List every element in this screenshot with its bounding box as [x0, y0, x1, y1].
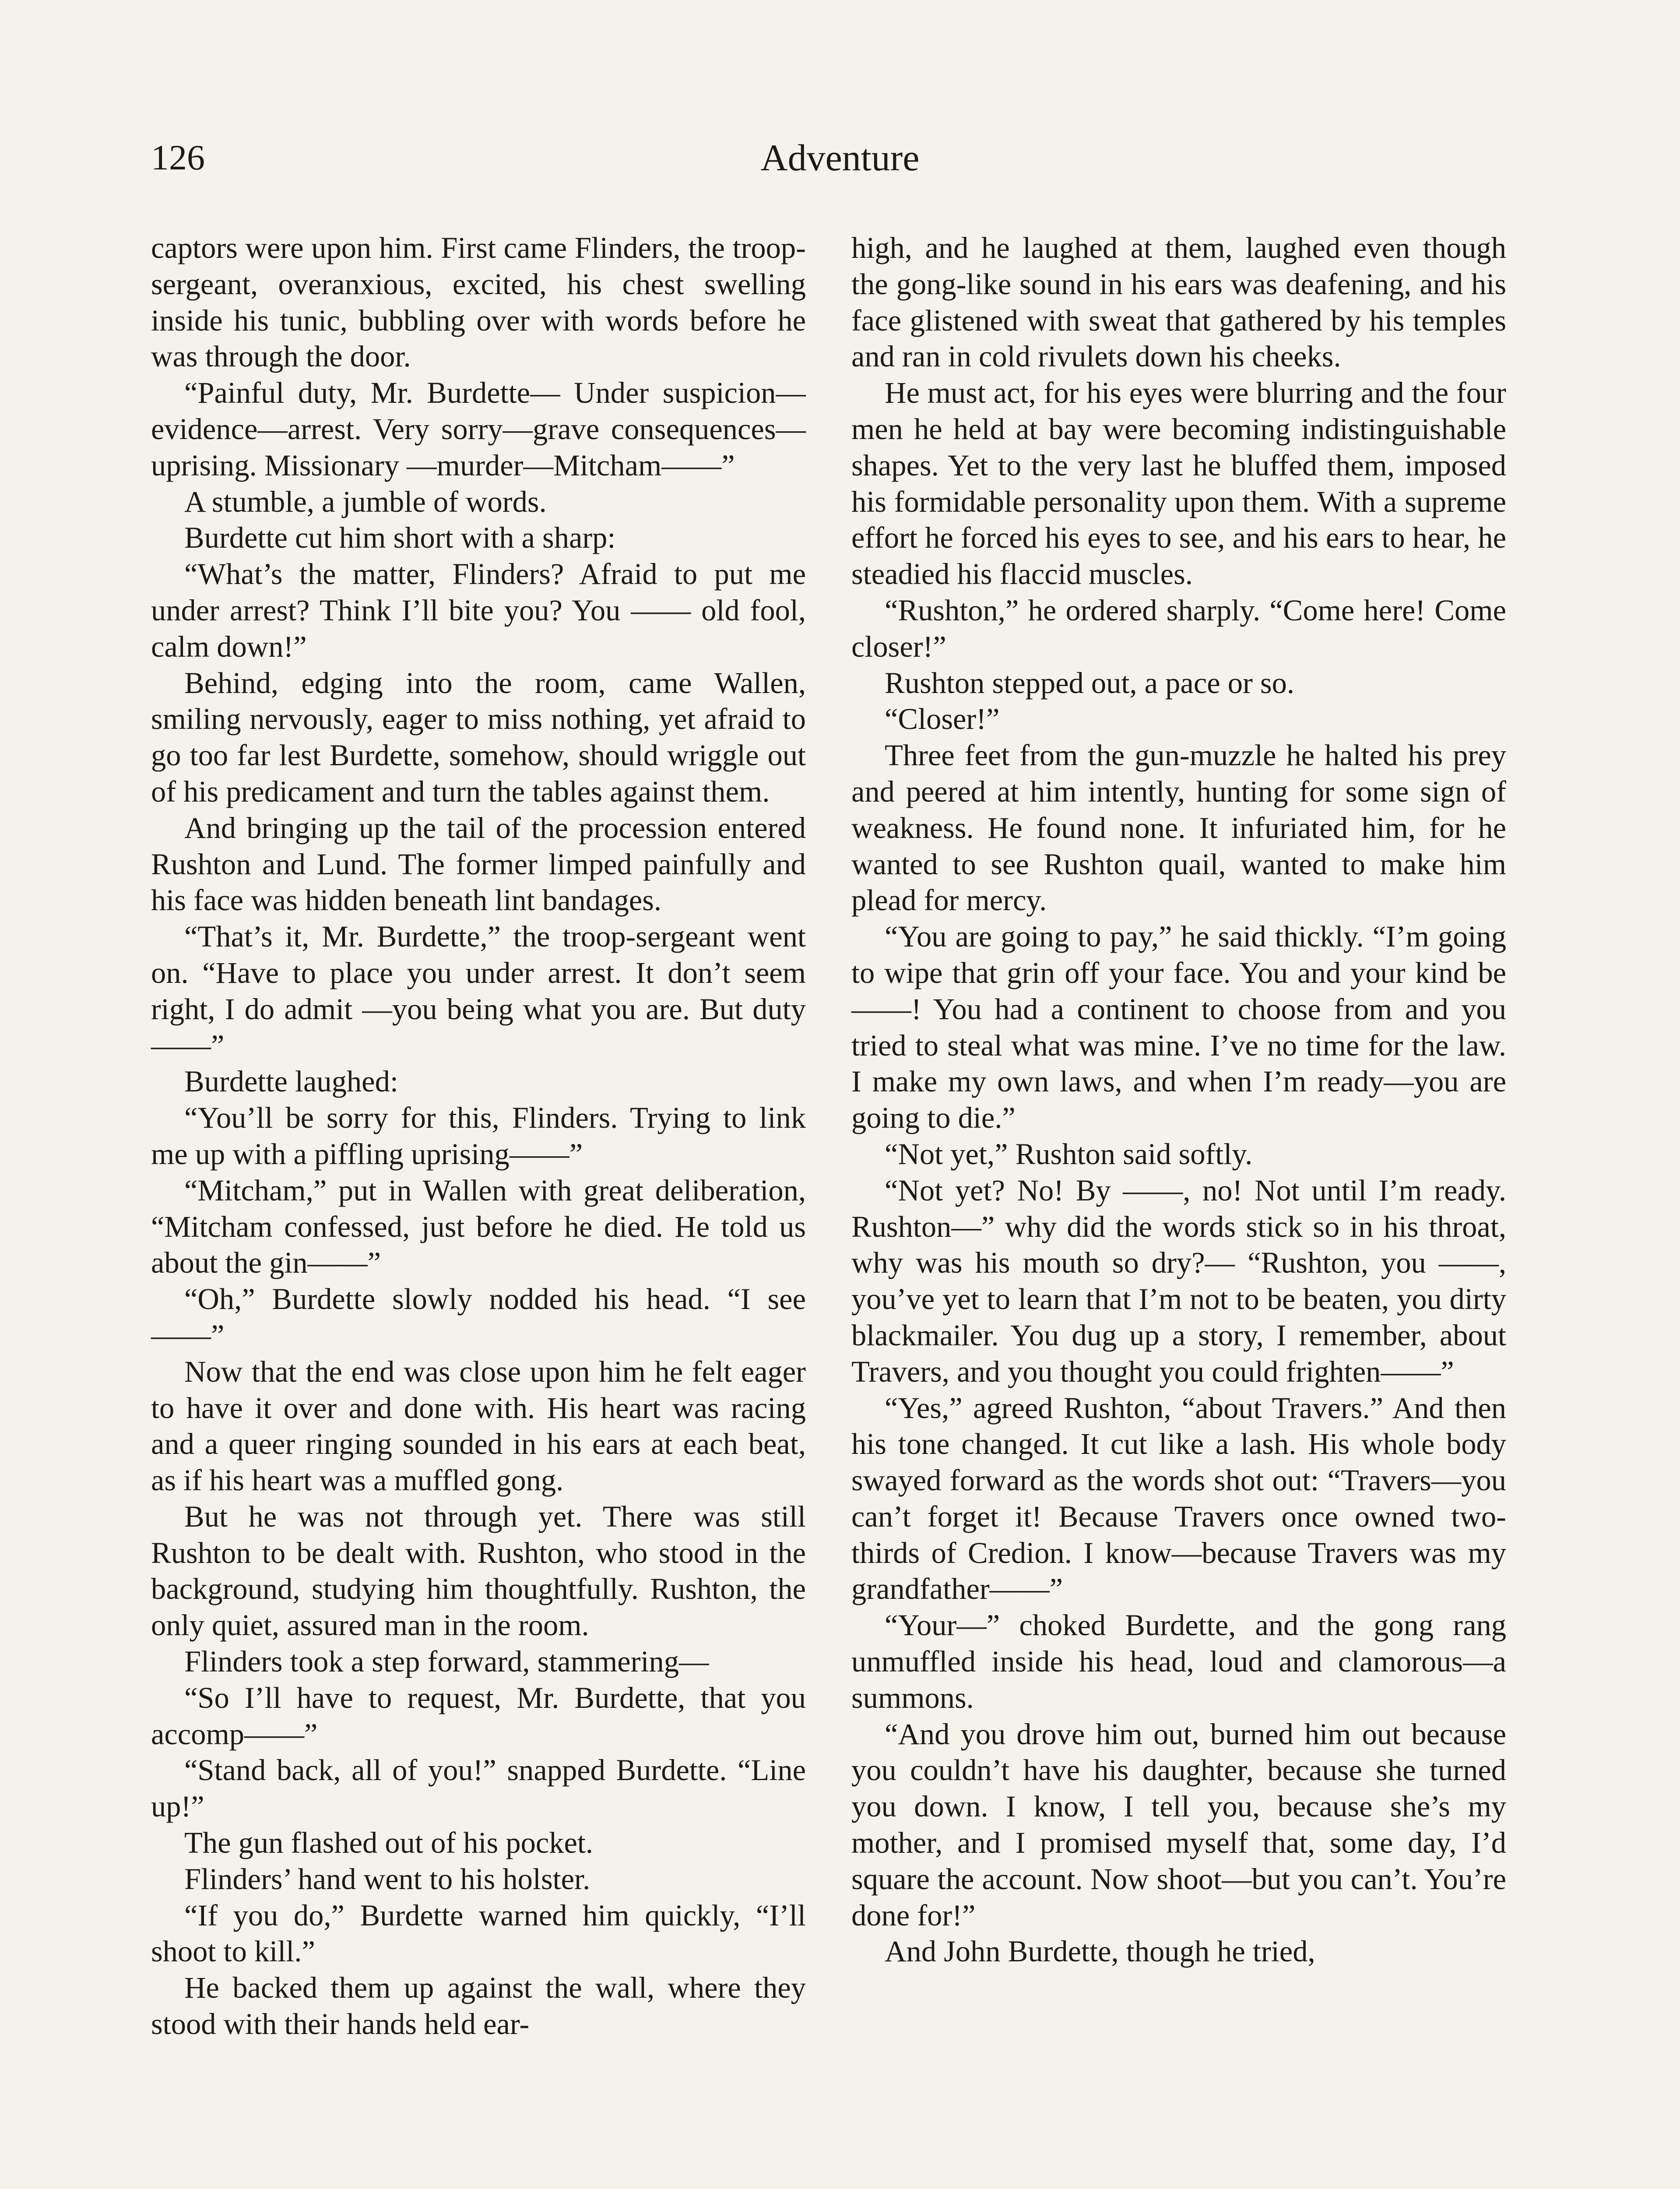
paragraph: “So I’ll have to request, Mr. Burdette, that you accomp——”: [151, 1681, 806, 1751]
page-header: [151, 131, 1529, 184]
paragraph: And bringing up the tail of the procession entered Rushton and Lund. The former limped painfully and his face was hidden beneath lint bandages.: [151, 811, 806, 917]
paragraph: He backed them up against the wall, where they stood with their hands held ear-: [151, 1971, 806, 2041]
left-column: [151, 230, 806, 2042]
paragraph: “Not yet,” Rushton said softly.: [885, 1137, 1253, 1171]
paragraph: “Oh,” Burdette slowly nodded his head. “I see——”: [151, 1282, 806, 1352]
paragraph: Flinders took a step forward, stammering—: [184, 1645, 709, 1679]
paragraph: Rushton stepped out, a pace or so.: [885, 666, 1294, 700]
paragraph: “That’s it, Mr. Burdette,” the troop-sergeant went on. “Have to place you under arrest. It don’t seem right, I do admit —you being what you are. But duty——”: [151, 920, 806, 1062]
paragraph: “Mitcham,” put in Wallen with great deliberation, “Mitcham confessed, just before he died. He told us about the gin——”: [151, 1173, 806, 1280]
paragraph: “Your—” choked Burdette, and the gong rang unmuffled inside his head, loud and clamorous—a summons.: [851, 1608, 1506, 1714]
paragraph: “If you do,” Burdette warned him quickly, “I’ll shoot to kill.”: [151, 1898, 806, 1968]
paragraph: Three feet from the gun-muzzle he halted his prey and peered at him intently, hunting for some sign of weakness. He found none. It infuriated him, for he wanted to see Rushton quail, wanted to make him plead for mercy.: [851, 739, 1506, 917]
paragraph: “Yes,” agreed Rushton, “about Travers.” And then his tone changed. It cut like a lash. His whole body swayed forward as the words shot out: “Travers—you can’t forget it! Because Travers once owned two-thirds of Credion. I know—because Travers was my grandfather——”: [851, 1391, 1506, 1606]
paragraph: And John Burdette, though he tried,: [885, 1935, 1315, 1968]
page-number: 126: [151, 137, 205, 177]
paragraph: Burdette laughed:: [184, 1065, 398, 1098]
right-column: [851, 230, 1506, 1970]
paragraph: “Rushton,” he ordered sharply. “Come here! Come closer!”: [851, 593, 1506, 663]
paragraph: A stumble, a jumble of words.: [184, 485, 547, 518]
paragraph: high, and he laughed at them, laughed even though the gong-like sound in his ears was deafening, and his face glistened with sweat that gathered by his temples and ran in cold rivulets down his cheeks.: [851, 231, 1506, 373]
paragraph: But he was not through yet. There was still Rushton to be dealt with. Rushton, who stood in the background, studying him thoughtfully. Rushton, the only quiet, assured man in the room.: [151, 1499, 806, 1642]
paragraph: “You are going to pay,” he said thickly. “I’m going to wipe that grin off your face. You and your kind be ——! You had a continent to choose from and you tried to steal what was mine. I’ve no time for the law. I make my own laws, and when I’m ready—you are going to die.”: [851, 920, 1506, 1135]
paragraph: “Closer!”: [885, 702, 1000, 736]
paragraph: “And you drove him out, burned him out because you couldn’t have his daughter, because she turned you down. I know, I tell you, because she’s my mother, and I promised myself that, some day, I’d square the account. Now shoot—but you can’t. You’re done for!”: [851, 1717, 1506, 1932]
paragraph: Flinders’ hand went to his holster.: [184, 1862, 590, 1896]
paragraph: The gun flashed out of his pocket.: [184, 1826, 594, 1860]
paragraph: Behind, edging into the room, came Wallen, smiling nervously, eager to miss nothing, yet afraid to go too far lest Burdette, somehow, should wriggle out of his predicament and turn the tables against them.: [151, 666, 806, 808]
paragraph: He must act, for his eyes were blurring and the four men he held at bay were becoming indistinguishable shapes. Yet to the very last he bluffed them, imposed his formidable personality upon them. With a supreme effort he forced his eyes to see, and his ears to hear, he steadied his flaccid muscles.: [851, 376, 1506, 591]
paragraph: “Painful duty, Mr. Burdette— Under suspicion—evidence—arrest. Very sorry—grave consequences—uprising. Missionary —murder—Mitcham——”: [151, 376, 806, 482]
paragraph: captors were upon him. First came Flinders, the troop-sergeant, overanxious, excited, his chest swelling inside his tunic, bubbling over with words before he was through the door.: [151, 231, 806, 373]
running-title: Adventure: [760, 137, 920, 179]
paragraph: “What’s the matter, Flinders? Afraid to put me under arrest? Think I’ll bite you? You —— old fool, calm down!”: [151, 557, 806, 663]
paragraph: Burdette cut him short with a sharp:: [184, 521, 616, 555]
paragraph: “Not yet? No! By ——, no! Not until I’m ready. Rushton—” why did the words stick so in his throat, why was his mouth so dry?— “Rushton, you ——, you’ve yet to learn that I’m not to be beaten, you dirty blackmailer. You dug up a story, I remember, about Travers, and you thought you could frighten——”: [851, 1173, 1506, 1388]
paragraph: “Stand back, all of you!” snapped Burdette. “Line up!”: [151, 1753, 806, 1823]
paragraph: Now that the end was close upon him he felt eager to have it over and done with. His heart was racing and a queer ringing sounded in his ears at each beat, as if his heart was a muffled gong.: [151, 1355, 806, 1497]
paragraph: “You’ll be sorry for this, Flinders. Trying to link me up with a piffling uprising——”: [151, 1101, 806, 1171]
